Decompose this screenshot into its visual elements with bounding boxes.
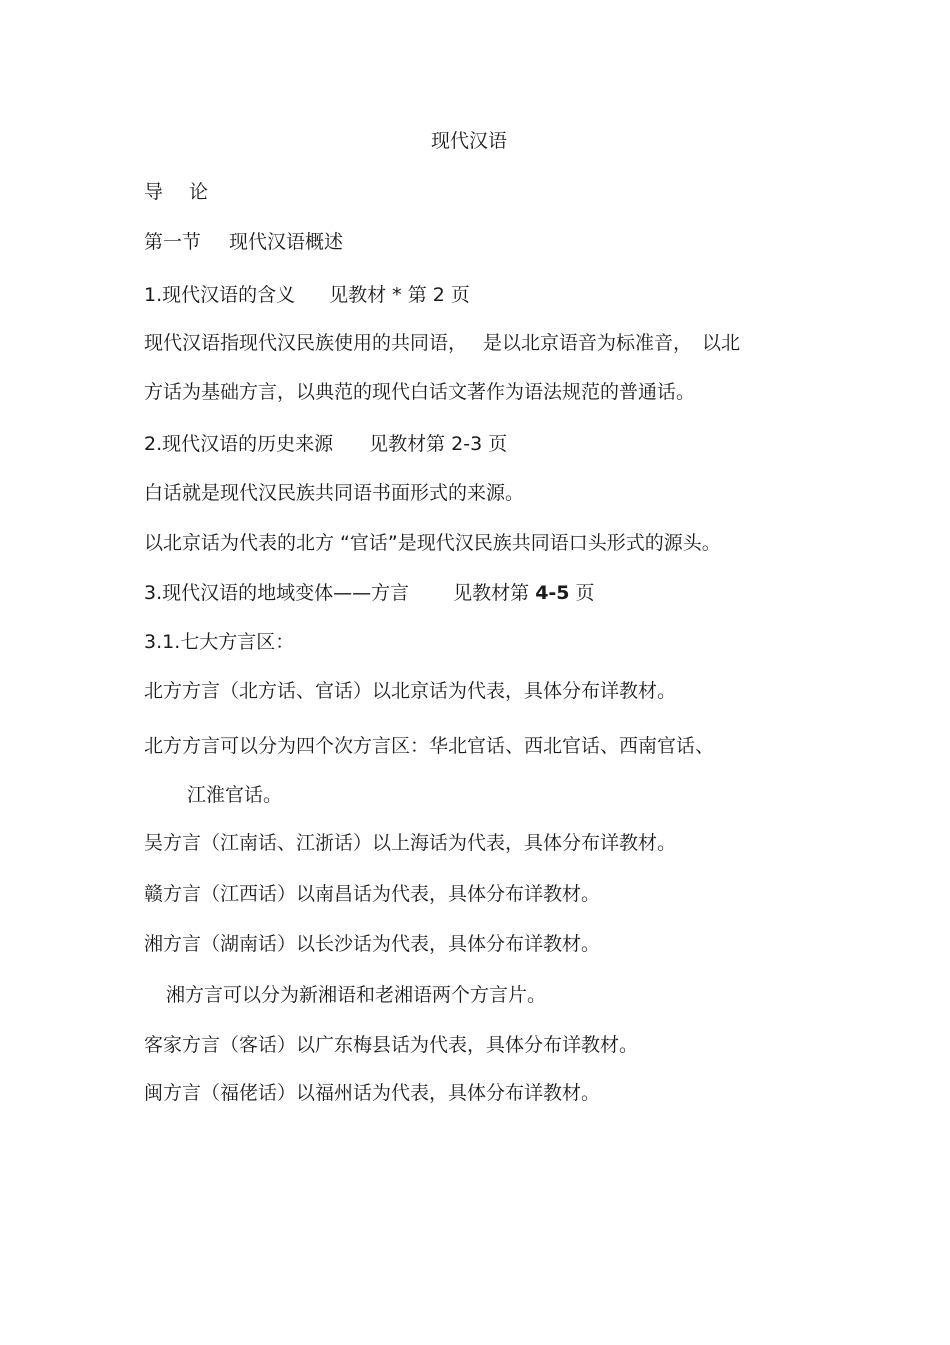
item-2-heading: [144, 432, 507, 456]
item-1-text-a: 现代汉语指现代汉民族使用的共同语，: [144, 332, 468, 354]
section-number: 第一节: [144, 231, 202, 253]
item-2-title: 2.现代汉语的历史来源: [144, 433, 334, 455]
item-2-text-2: 以北京话为代表的北方 “官话”是现代汉民族共同语口头形式的源头。: [144, 532, 721, 554]
dialect-hakka: 客家方言（客话）以广东梅县话为代表，具体分布详教材。: [144, 1034, 639, 1056]
dialect-north-subdivision-line-2: 江淮官话。: [187, 784, 283, 806]
item-1-heading: [144, 283, 470, 307]
item-3-heading: [144, 581, 595, 605]
dialect-north-subdivision-line-1: 北方方言可以分为四个次方言区：华北官话、西北官话、西南官话、: [144, 735, 715, 757]
page-title: 现代汉语: [431, 130, 508, 152]
section-heading: [144, 230, 343, 254]
section-title: 现代汉语概述: [229, 231, 344, 253]
intro-heading: [144, 180, 208, 204]
dialect-wu: 吴方言（江南话、江浙话）以上海话为代表，具体分布详教材。: [144, 832, 677, 854]
intro-heading-char-1: 导: [144, 181, 164, 203]
item-1-text-c: 以北: [702, 332, 741, 354]
item-3-title: 3.现代汉语的地域变体——方言: [144, 582, 410, 604]
item-2-text-1: 白话就是现代汉民族共同语书面形式的来源。: [144, 482, 525, 504]
item-3-1-heading: 3.1.七大方言区：: [144, 631, 295, 653]
item-1-paragraph-line-2: 方话为基础方言，以典范的现代白话文著作为语法规范的普通话。: [144, 381, 696, 403]
item-1-title: 1.现代汉语的含义: [144, 284, 296, 306]
dialect-min: 闽方言（福佬话）以福州话为代表，具体分布详教材。: [144, 1082, 601, 1104]
item-1-reference: 见教材 * 第 2 页: [329, 284, 470, 306]
item-1-paragraph-line-1: [144, 331, 740, 355]
item-2-reference: 见教材第 2-3 页: [369, 433, 508, 455]
dialect-xiang-subdivision: 湘方言可以分为新湘语和老湘语两个方言片。: [166, 984, 547, 1006]
item-1-text-b: 是以北京语音为标准音，: [483, 332, 693, 354]
item-3-reference: 见教材第 4-5 页: [453, 582, 595, 604]
dialect-gan: 赣方言（江西话）以南昌话为代表，具体分布详教材。: [144, 883, 601, 905]
intro-heading-char-2: 论: [189, 181, 209, 203]
dialect-xiang: 湘方言（湖南话）以长沙话为代表，具体分布详教材。: [144, 933, 601, 955]
dialect-north: 北方方言（北方话、官话）以北京话为代表，具体分布详教材。: [144, 680, 677, 702]
